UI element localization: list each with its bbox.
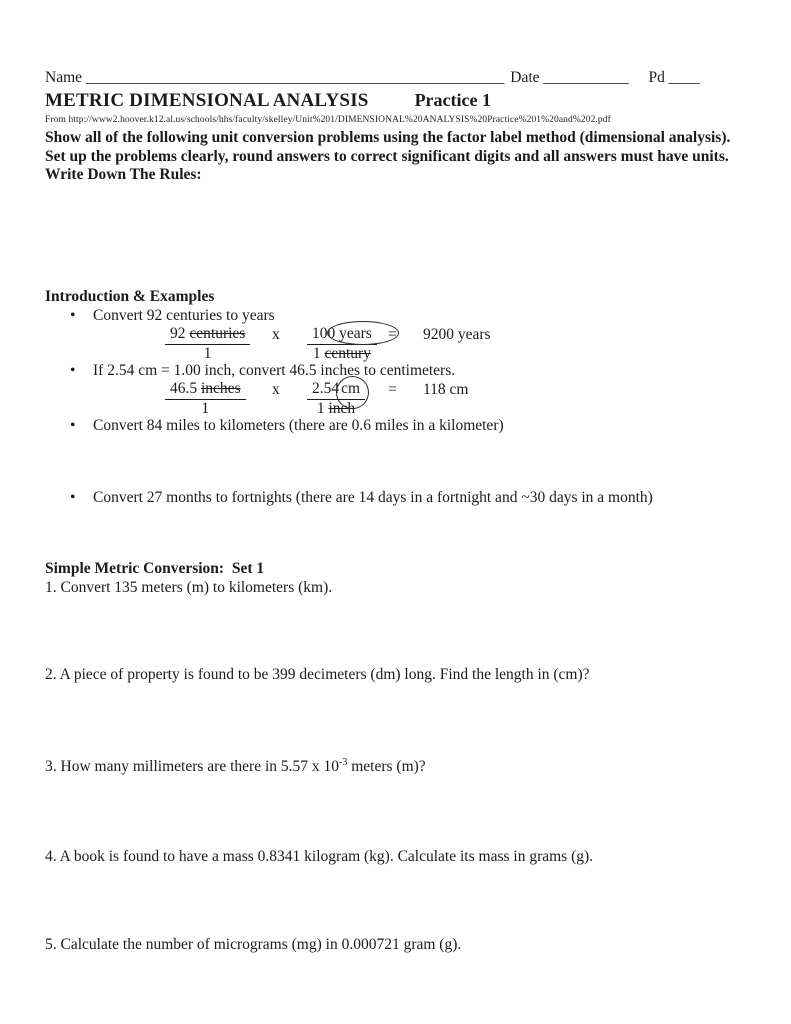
circled-unit: years <box>339 324 372 342</box>
pd-blank-line: ____ <box>668 69 700 86</box>
bullet-dot: • <box>70 416 76 434</box>
numerator-value: 46.5 <box>170 379 201 397</box>
instructions-block <box>45 129 746 185</box>
cancelled-unit: inch <box>328 399 356 417</box>
instruction-line-1: Show all of the following unit conversion problems using the factor label method (dimensional analysis). <box>45 129 731 146</box>
title-main: METRIC DIMENSIONAL ANALYSIS <box>45 90 369 111</box>
problem-3 <box>45 757 746 776</box>
numerator-value: 92 <box>170 324 190 342</box>
example-2-work <box>45 380 746 416</box>
equals-sign: = <box>388 325 397 343</box>
multiply-sign: x <box>272 380 280 398</box>
bullet-dot: • <box>70 361 76 379</box>
example-3-prompt: Convert 84 miles to kilometers (there are 0.6 miles in a kilometer) <box>93 416 504 434</box>
fraction-numerator <box>307 325 377 345</box>
example-1-result: 9200 years <box>423 325 491 343</box>
problem-2: 2. A piece of property is found to be 399 decimeters (dm) long. Find the length in (cm)? <box>45 665 590 683</box>
intro-examples-heading: Introduction & Examples <box>45 287 215 305</box>
exponent: -3 <box>339 756 348 768</box>
example-2-fraction-1 <box>165 380 246 417</box>
name-label: Name <box>45 69 83 86</box>
set-1-heading: Simple Metric Conversion: Set 1 <box>45 559 265 577</box>
example-4-prompt: Convert 27 months to fortnights (there are 14 days in a fortnight and ~30 days in a month) <box>93 488 653 506</box>
problem-3-text: 3. How many millimeters are there in 5.57 x 10 <box>45 757 340 775</box>
bullet-dot: • <box>70 306 76 324</box>
problem-5: 5. Calculate the number of micrograms (mg) in 0.000721 gram (g). <box>45 935 462 953</box>
example-2-result: 118 cm <box>423 380 469 398</box>
name-date-pd-line <box>45 68 746 88</box>
denominator-value: 1 <box>316 399 329 417</box>
fraction-denominator <box>307 400 365 417</box>
circled-unit: cm <box>341 379 361 397</box>
fraction-denominator <box>307 345 377 362</box>
fraction-numerator <box>165 380 246 400</box>
name-blank-line: ______________________________________________________ <box>85 69 505 86</box>
cancelled-unit: inches <box>201 379 241 397</box>
numerator-value: 2.54 <box>312 379 340 397</box>
fraction-numerator <box>165 325 250 345</box>
fraction-denominator: 1 <box>201 399 210 417</box>
example-1-prompt: Convert 92 centuries to years <box>93 306 275 324</box>
date-blank-line: ___________ <box>543 69 629 86</box>
date-label: Date <box>510 69 540 86</box>
example-bullet-1 <box>45 306 746 325</box>
numerator-value: 100 <box>312 324 340 342</box>
multiply-sign: x <box>272 325 280 343</box>
cancelled-unit: century <box>324 344 371 362</box>
example-bullet-2 <box>45 361 746 380</box>
title-practice-number: Practice 1 <box>414 90 492 110</box>
example-bullet-3 <box>45 416 746 435</box>
instruction-line-3: Write Down The Rules: <box>45 166 202 183</box>
page-title <box>45 88 746 114</box>
source-url: From http://www2.hoover.k12.al.us/schools/hhs/faculty/skelley/Unit%201/DIMENSIONAL%20ANALYSIS%20Practice%201%20and%202.pdf <box>45 115 611 125</box>
example-1-fraction-1 <box>165 325 250 362</box>
example-1-work <box>45 325 746 361</box>
example-1-fraction-2 <box>307 325 377 362</box>
example-2-prompt: If 2.54 cm = 1.00 inch, convert 46.5 inches to centimeters. <box>93 361 456 379</box>
bullet-dot: • <box>70 488 76 506</box>
example-bullet-4 <box>45 488 746 507</box>
equals-sign: = <box>388 380 397 398</box>
problem-1: 1. Convert 135 meters (m) to kilometers (km). <box>45 578 333 596</box>
fraction-numerator <box>307 380 365 400</box>
fraction-denominator: 1 <box>203 344 212 362</box>
cancelled-unit: centuries <box>189 324 246 342</box>
instruction-line-2: Set up the problems clearly, round answers to correct significant digits and all answers must have units. <box>45 147 729 165</box>
pd-label: Pd <box>648 69 665 86</box>
example-2-fraction-2 <box>307 380 365 417</box>
problem-4: 4. A book is found to have a mass 0.8341 kilogram (kg). Calculate its mass in grams (g). <box>45 847 594 865</box>
denominator-value: 1 <box>312 344 325 362</box>
problem-3-text-end: meters (m)? <box>347 757 426 775</box>
